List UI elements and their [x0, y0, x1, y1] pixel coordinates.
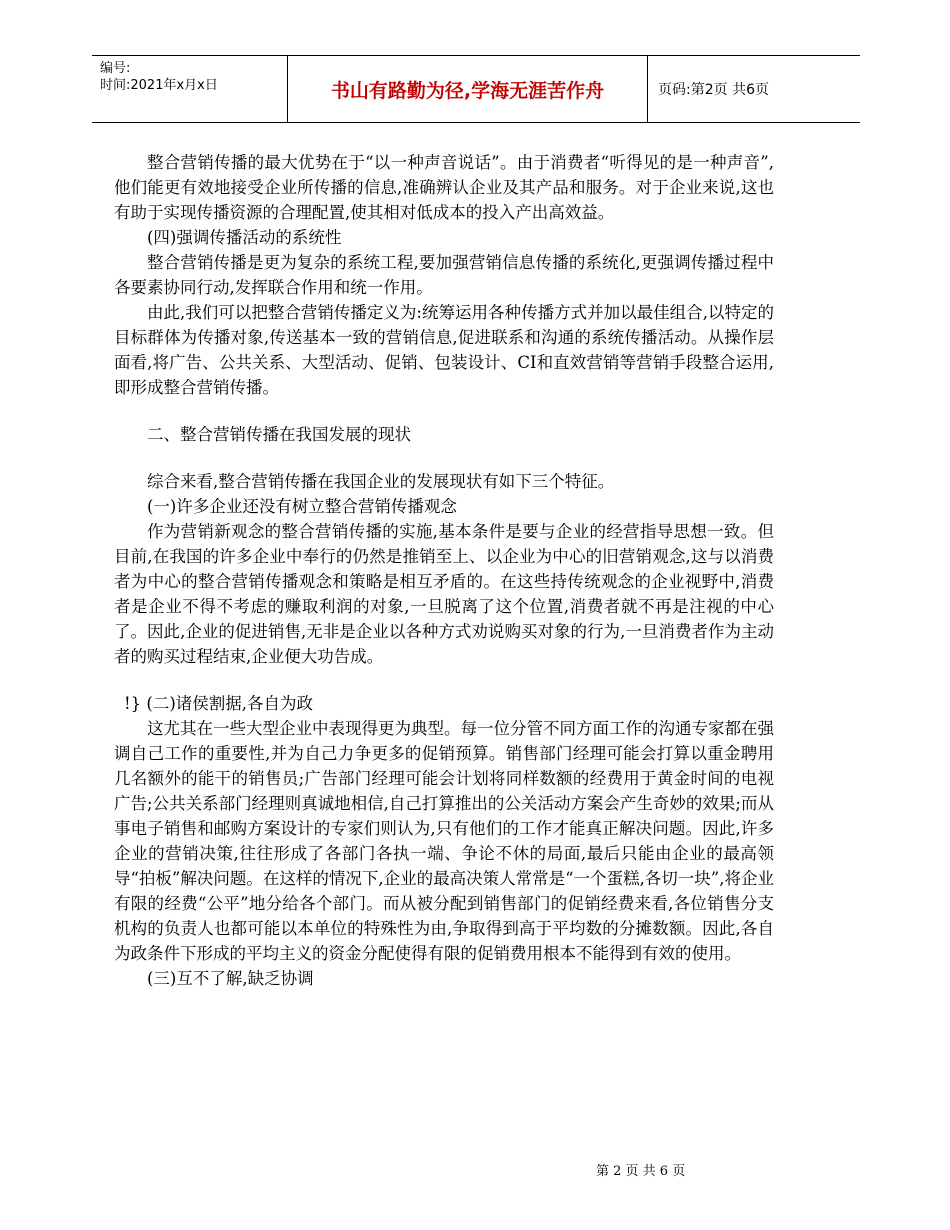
paragraph: 由此,我们可以把整合营销传播定义为:统筹运用各种传播方式并加以最佳组合,以特定的目标群体为传播对象,传送基本一致的营销信息,促进联系和沟通的系统传播活动。从操作层面看,将广告、公共关系、大型活动、促销、包装设计、CI和直效营销等营销手段整合运用,即形成整合营销传播。 [114, 303, 774, 397]
page-footer: 第 2 页 共 6 页 [596, 1164, 686, 1179]
header-motto: 书山有路勤为径,学海无涯苦作舟 [288, 56, 648, 122]
header-meta [92, 56, 288, 122]
stray-mark: !} [124, 694, 142, 713]
paragraph: 整合营销传播是更为复杂的系统工程,要加强营销信息传播的系统化,更强调传播过程中各要素协同行动,发挥联合作用和统一作用。 [114, 253, 774, 297]
subheading [124, 691, 774, 716]
header-page-info: 页码:第2页 共6页 [658, 82, 769, 98]
subheading: (三)互不了解,缺乏协调 [147, 969, 314, 988]
doc-id-label: 编号: [100, 61, 131, 76]
paragraph: 综合来看,整合营销传播在我国企业的发展现状有如下三个特征。 [147, 472, 615, 491]
subheading: (四)强调传播活动的系统性 [147, 228, 342, 247]
paragraph: 作为营销新观念的整合营销传播的实施,基本条件是要与企业的经营指导思想一致。但目前,在我国的许多企业中奉行的仍然是推销至上、以企业为中心的旧营销观念,这与以消费者为中心的整合营销传播观念和策略是相互矛盾的。在这些持传统观念的企业视野中,消费者是企业不得不考虑的赚取利润的对象,一旦脱离了这个位置,消费者就不再是注视的中心了。因此,企业的促进销售,无非是企业以各种方式劝说购买对象的行为,一旦消费者作为主动者的购买过程结束,企业便大功告成。 [114, 522, 774, 666]
subheading-text: (二)诸侯割据,各自为政 [146, 694, 314, 713]
paragraph: 这尤其在一些大型企业中表现得更为典型。每一位分管不同方面工作的沟通专家都在强调自己工作的重要性,并为自己力争更多的促销预算。销售部门经理可能会打算以重金聘用几名额外的能干的销售员;广告部门经理可能会计划将同样数额的经费用于黄金时间的电视广告;公共关系部门经理则真诚地相信,自己打算推出的公关活动方案会产生奇妙的效果;而从事电子销售和邮购方案设计的专家们则认为,只有他们的工作才能真正解决问题。因此,许多企业的营销决策,往往形成了各部门各执一端、争论不休的局面,最后只能由企业的最高领导“拍板”解决问题。在这样的情况下,企业的最高决策人常常是“一个蛋糕,各切一块”,将企业有限的经费“公平”地分给各个部门。而从被分配到销售部门的促销经费来看,各位销售分支机构的负责人也都可能以本单位的特殊性为由,争取得到高于平均数的分摊数额。因此,各自为政条件下形成的平均主义的资金分配使得有限的促销费用根本不能得到有效的使用。 [114, 719, 774, 963]
page-header [92, 55, 860, 123]
subheading: (一)许多企业还没有树立整合营销传播观念 [147, 497, 457, 516]
section-heading: 二、整合营销传播在我国发展的现状 [147, 425, 411, 444]
paragraph: 整合营销传播的最大优势在于“以一种声音说话”。由于消费者“听得见的是一种声音”,他们能更有效地接受企业所传播的信息,准确辨认企业及其产品和服务。对于企业来说,这也有助于实现传播资源的合理配置,使其相对低成本的投入产出高效益。 [114, 153, 774, 222]
doc-date-label: 时间:2021年x月x日 [100, 78, 218, 93]
document-body [114, 150, 774, 991]
